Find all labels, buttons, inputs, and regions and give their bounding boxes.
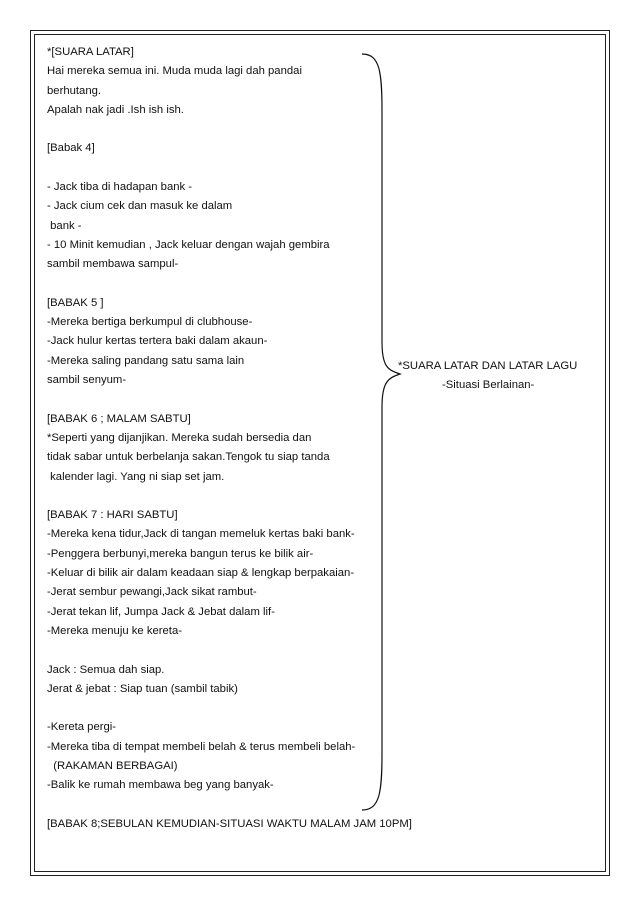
script-line: *[SUARA LATAR] — [47, 46, 134, 58]
script-line: berhutang. — [47, 84, 102, 97]
side-note-subtitle: -Situasi Berlainan- — [442, 379, 535, 392]
curly-brace-icon — [360, 52, 410, 812]
script-line: [BABAK 7 : HARI SABTU] — [47, 509, 178, 522]
script-line: (RAKAMAN BERBAGAI) — [47, 759, 178, 772]
script-line — [47, 120, 387, 139]
script-line: - 10 Minit kemudian , Jack keluar dengan wajah gembira — [47, 238, 330, 251]
script-line: sambil senyum- — [47, 374, 127, 387]
script-line: -Keluar di bilik air dalam keadaan siap & lengkap berpakaian- — [47, 567, 355, 580]
script-line — [47, 699, 387, 718]
script-line: Apalah nak jadi .Ish ish ish. — [47, 103, 184, 116]
script-line: -Penggera berbunyi,mereka bangun terus ke bilik air- — [47, 547, 314, 560]
script-line: kalender lagi. Yang ni siap set jam. — [47, 470, 225, 483]
script-line — [47, 487, 387, 506]
script-line — [47, 390, 387, 409]
script-line: -Balik ke rumah membawa beg yang banyak- — [47, 779, 274, 792]
script-line: -Mereka kena tidur,Jack di tangan memeluk kertas baki bank- — [47, 528, 355, 541]
script-line: sambil membawa sampul- — [47, 258, 179, 271]
script-line: Jack : Semua dah siap. — [47, 663, 165, 676]
script-line: - Jack tiba di hadapan bank - — [47, 181, 193, 194]
script-line — [47, 275, 387, 294]
script-line: -Kereta pergi- — [47, 721, 117, 734]
script-line: Jerat & jebat : Siap tuan (sambil tabik) — [47, 682, 238, 695]
script-line: [BABAK 6 ; MALAM SABTU] — [47, 412, 191, 425]
script-line: Hai mereka semua ini. Muda muda lagi dah pandai — [47, 65, 302, 78]
script-line: [BABAK 8;SEBULAN KEMUDIAN-SITUASI WAKTU MALAM JAM 10PM] — [47, 817, 412, 830]
script-line — [47, 796, 387, 815]
script-line — [47, 159, 387, 178]
script-line: tidak sabar untuk berbelanja sakan.Tengok tu siap tanda — [47, 451, 330, 464]
script-line: -Mereka saling pandang satu sama lain — [47, 354, 245, 367]
script-line: -Jerat sembur pewangi,Jack sikat rambut- — [47, 586, 257, 599]
script-line: -Mereka tiba di tempat membeli belah & terus membeli belah- — [47, 740, 356, 753]
script-line: - Jack cium cek dan masuk ke dalam — [47, 200, 233, 213]
script-line: [Babak 4] — [47, 142, 95, 155]
script-line: -Jerat tekan lif, Jumpa Jack & Jebat dalam lif- — [47, 605, 275, 618]
script-text-block — [47, 43, 412, 834]
script-line: *Seperti yang dijanjikan. Mereka sudah bersedia dan — [47, 431, 312, 444]
script-line: -Mereka bertiga berkumpul di clubhouse- — [47, 316, 253, 329]
script-line — [47, 641, 387, 660]
side-note-title: *SUARA LATAR DAN LATAR LAGU — [398, 360, 578, 372]
script-line: [BABAK 5 ] — [47, 296, 104, 309]
script-line: -Jack hulur kertas tertera baki dalam akaun- — [47, 335, 268, 348]
script-line: -Mereka menuju ke kereta- — [47, 624, 182, 637]
script-line: bank - — [47, 219, 82, 232]
